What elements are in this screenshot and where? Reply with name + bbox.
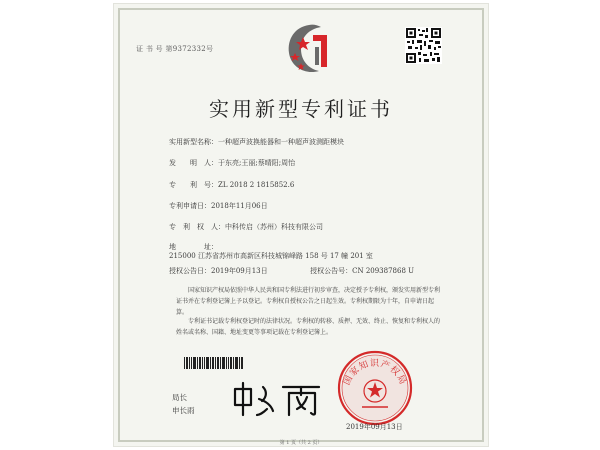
signature-icon (229, 379, 324, 419)
seal-date: 2019年09月13日 (346, 423, 403, 431)
seal-text: 国家知识产权局 (342, 359, 408, 387)
field-inventors (169, 159, 295, 168)
field-patent-number (169, 181, 294, 190)
field-utility-model-name (169, 138, 344, 147)
barcode-icon (184, 357, 244, 369)
page-number: 第 1 页（共 2 页） (279, 440, 323, 446)
patent-certificate (113, 3, 489, 447)
director-title: 局长 (172, 393, 187, 402)
field-label: 专 利 号： (169, 181, 218, 189)
certificate-title: 实用新型专利证书 (209, 97, 393, 121)
field-value: 一种超声波换能器和一种超声波测距模块 (218, 138, 344, 146)
grant-number-value: CN 209387868 U (352, 267, 415, 275)
official-seal-icon (336, 349, 414, 427)
field-label: 实用新型名称： (169, 138, 218, 146)
certificate-number: 证 书 号 第9372332号 (136, 45, 214, 53)
field-label: 专利申请日： (169, 202, 211, 210)
field-value: 于东亮;王丽;蔡晴阳;周怡 (218, 159, 296, 167)
field-label: 发 明 人： (169, 159, 218, 167)
legal-status-paragraph: 专利证书记载专利权登记时的法律状况。专利权的转移、质押、无效、终止、恢复和专利权人的姓名或名称、国籍、地址变更等事项记载在专利登记簿上。 (176, 318, 441, 336)
field-label: 地 址： (169, 243, 218, 251)
director-name: 申长雨 (172, 406, 195, 415)
field-label: 专 利 权 人： (169, 223, 225, 231)
grant-number-label: 授权公告号： (310, 267, 353, 275)
patent-office-logo-icon (279, 19, 339, 81)
statement-paragraph: 国家知识产权局依照中华人民共和国专利法进行初步审查，决定授予专利权，颁发实用新型专利证书并在专利登记簿上予以登记。专利权自授权公告之日起生效。专利权期限为十年，自申请日起算。 (176, 287, 441, 316)
field-value: 215000 江苏省苏州市高新区科技城锦峰路 158 号 17 幢 201 室 (169, 252, 373, 260)
qr-code-icon (405, 27, 442, 64)
field-address (169, 243, 429, 261)
field-grant-info (169, 267, 414, 276)
field-patentee (169, 223, 323, 232)
grant-date-label: 授权公告日： (169, 267, 211, 275)
field-application-date (169, 202, 268, 211)
field-value: ZL 2018 2 1815852.6 (218, 181, 295, 189)
field-value: 中科传启（苏州）科技有限公司 (225, 223, 323, 231)
field-value: 2018年11月06日 (211, 202, 268, 210)
grant-date-value: 2019年09月13日 (211, 267, 268, 275)
